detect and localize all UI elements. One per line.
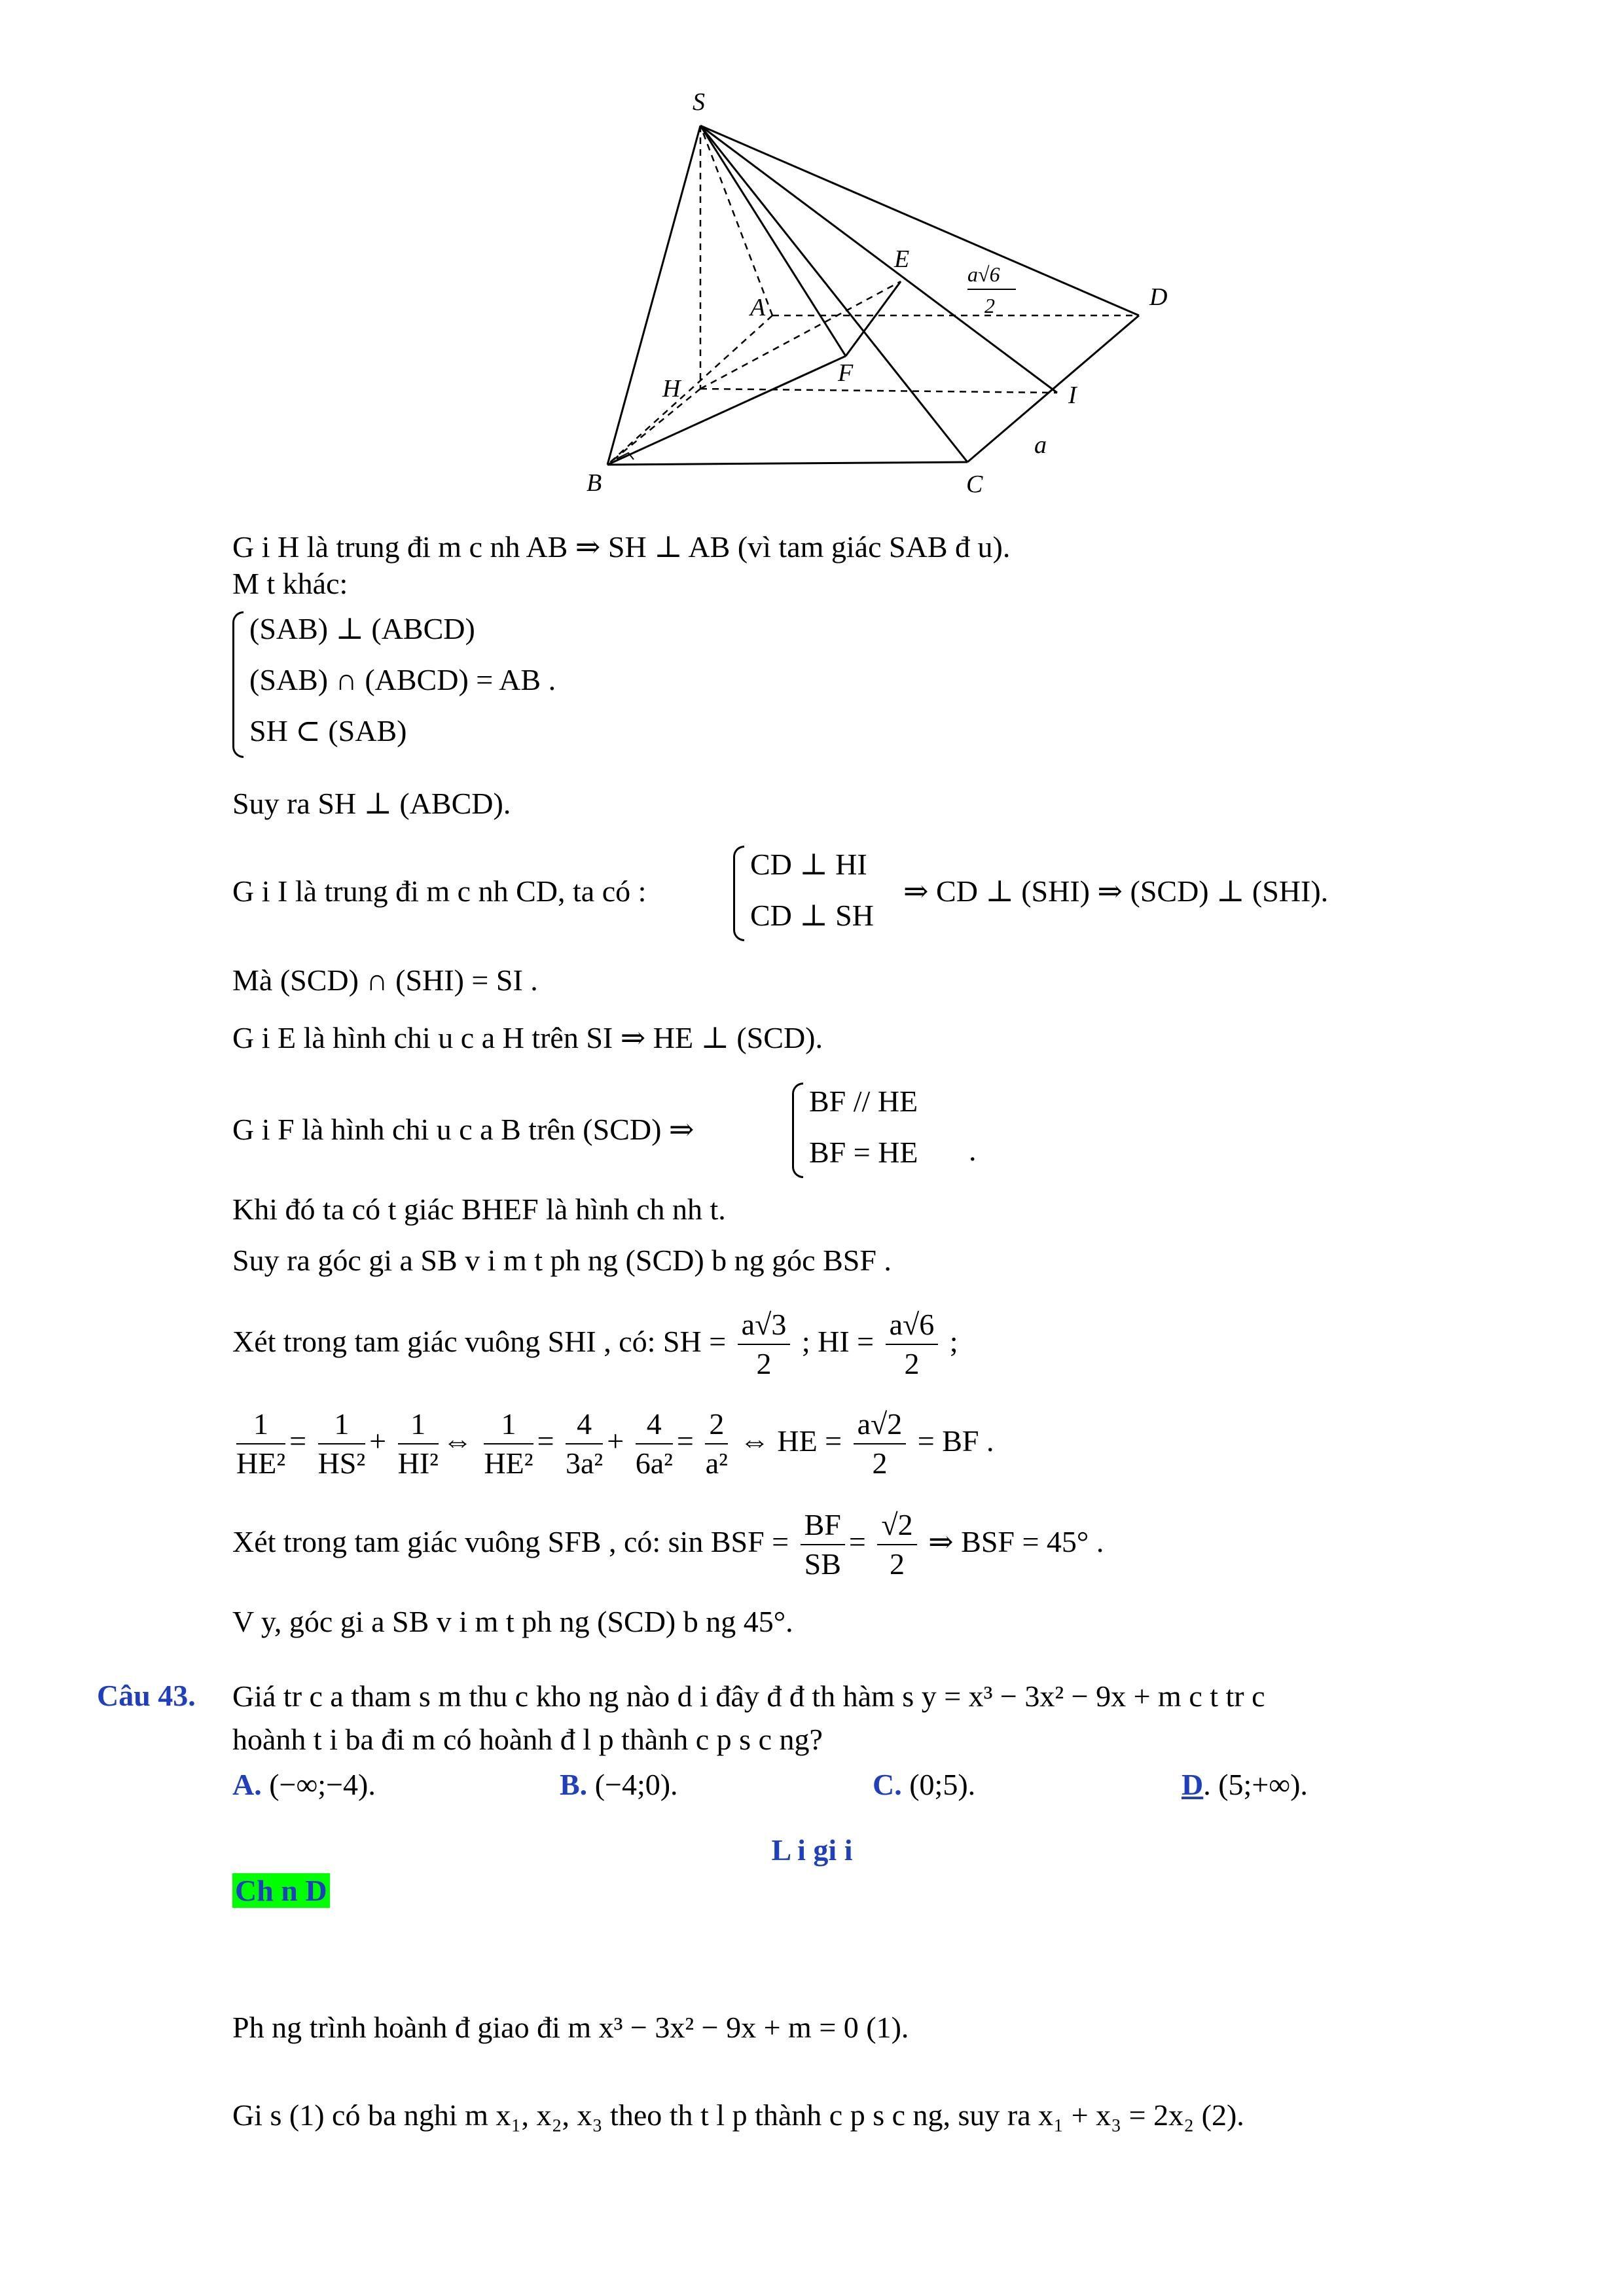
option-a: A. (−∞;−4). xyxy=(232,1768,376,1801)
sol-line-9: Suy ra góc gi a SB v i m t ph ng (SCD) b ng góc BSF . xyxy=(232,1244,892,1277)
sol-line-10: Xét trong tam giác vuông SHI , có: SH = $\frac{a√3}{2}$ ; HI = $\frac{a√6}{2}$ ; xyxy=(232,1302,958,1383)
edge-SI xyxy=(700,126,1057,393)
system-1-row: SH ⊂ (SAB) xyxy=(249,714,407,747)
option-b: B. (−4;0). xyxy=(560,1768,678,1801)
sol-line-5: Mà (SCD) ∩ (SHI) = SI . xyxy=(232,963,538,997)
pyramid-figure xyxy=(576,85,1168,504)
system-3-row: BF // HE xyxy=(809,1085,918,1118)
system-2-row: CD ⊥ HI xyxy=(750,848,867,881)
edge-SC xyxy=(700,126,967,462)
sol-line-2: M t khác: xyxy=(232,567,348,600)
edge-BC xyxy=(607,462,967,465)
edge-SB xyxy=(607,126,700,465)
option-d: D. (5;+∞). xyxy=(1182,1768,1308,1801)
sol-line-1: G i H là trung đi m c nh AB ⇒ SH ⊥ AB (vì tam giác SAB đ u). xyxy=(232,530,1011,564)
sol-line-12: Xét trong tam giác vuông SFB , có: sin BSF = $\frac{BF}{SB}$ = $\frac{√2}{2}$ ⇒ BSF = 45° . xyxy=(232,1503,1104,1583)
answer-choice: Ch n D xyxy=(232,1873,330,1908)
question-text-2: hoành t i ba đi m có hoành đ l p thành c p s c ng? xyxy=(232,1723,823,1756)
question-label: Câu 43. xyxy=(97,1679,196,1712)
sol-line-13: V y, góc gi a SB v i m t ph ng (SCD) b ng 45°. xyxy=(232,1605,793,1638)
sol-line-6: G i E là hình chi u c a H trên SI ⇒ HE ⊥ (SCD). xyxy=(232,1021,823,1054)
sol-line-7a: G i F là hình chi u c a B trên (SCD) ⇒ xyxy=(232,1113,695,1146)
edge-HE xyxy=(700,281,901,389)
edge-AS xyxy=(700,126,772,315)
label-A: A xyxy=(750,294,766,321)
label-F: F xyxy=(838,359,854,387)
sol-line-11: $\frac{1}{\text{HE²}}$ = $\frac{1}{\text{HS²}}$ + $\frac{1}{\text{HI²}}$ ⇔ $\frac{1}{\text{HE²}}$ = $\frac{4}{\text{3a²}}$ + $\frac{4}{\text{6a²}}$ = $\frac{2}{\text{a²}}$ ⇔ HE = $\frac{a√2}{2}$ = BF . xyxy=(232,1402,994,1482)
label-H: H xyxy=(662,375,681,403)
system-2 xyxy=(733,839,874,941)
sol-line-4a: G i I là trung đi m c nh CD, ta có : xyxy=(232,874,647,908)
edge-SF xyxy=(700,126,846,356)
solution-para-1: Ph ng trình hoành đ giao đi m x³ − 3x² − 9x + m = 0 (1). xyxy=(232,2011,909,2044)
label-B: B xyxy=(586,469,602,497)
edge-SD xyxy=(700,126,1139,315)
label-I: I xyxy=(1068,382,1077,409)
system-3 xyxy=(792,1076,918,1178)
sol-line-8: Khi đó ta có t giác BHEF là hình ch nh t. xyxy=(232,1193,726,1226)
solution-heading: L i gi i xyxy=(771,1833,853,1867)
solution-para-2: Gi s (1) có ba nghi m x₁, x₂, x₃ theo th t l p thành c p s c ng, suy ra x₁ + x₃ = 2x₂ (2). xyxy=(232,2098,1244,2132)
sol-line-4b: ⇒ CD ⊥ (SHI) ⇒ (SCD) ⊥ (SHI). xyxy=(903,874,1329,908)
label-C: C xyxy=(966,471,983,498)
sol-line-7b: . xyxy=(969,1134,977,1167)
sol-line-3: Suy ra SH ⊥ (ABCD). xyxy=(232,787,511,820)
label-ed-num: a√6 xyxy=(967,262,1000,286)
label-D: D xyxy=(1149,283,1168,311)
system-1 xyxy=(232,603,556,757)
label-S: S xyxy=(693,88,705,116)
label-ed-den: 2 xyxy=(984,294,995,317)
edge-HI xyxy=(700,389,1057,393)
label-a: a xyxy=(1034,431,1047,459)
edge-BF xyxy=(607,356,846,465)
system-2-row: CD ⊥ SH xyxy=(750,899,874,932)
question-text-1: Giá tr c a tham s m thu c kho ng nào d i đây đ đ th hàm s y = x³ − 3x² − 9x + m c t tr c xyxy=(232,1679,1265,1713)
edge-CD xyxy=(967,315,1139,462)
system-3-row: BF = HE xyxy=(809,1136,918,1169)
system-1-row: (SAB) ⊥ (ABCD) xyxy=(249,612,475,645)
edge-HB xyxy=(607,389,700,465)
label-E: E xyxy=(894,245,910,273)
option-c: C. (0;5). xyxy=(873,1768,976,1801)
system-1-row: (SAB) ∩ (ABCD) = AB . xyxy=(249,663,556,696)
